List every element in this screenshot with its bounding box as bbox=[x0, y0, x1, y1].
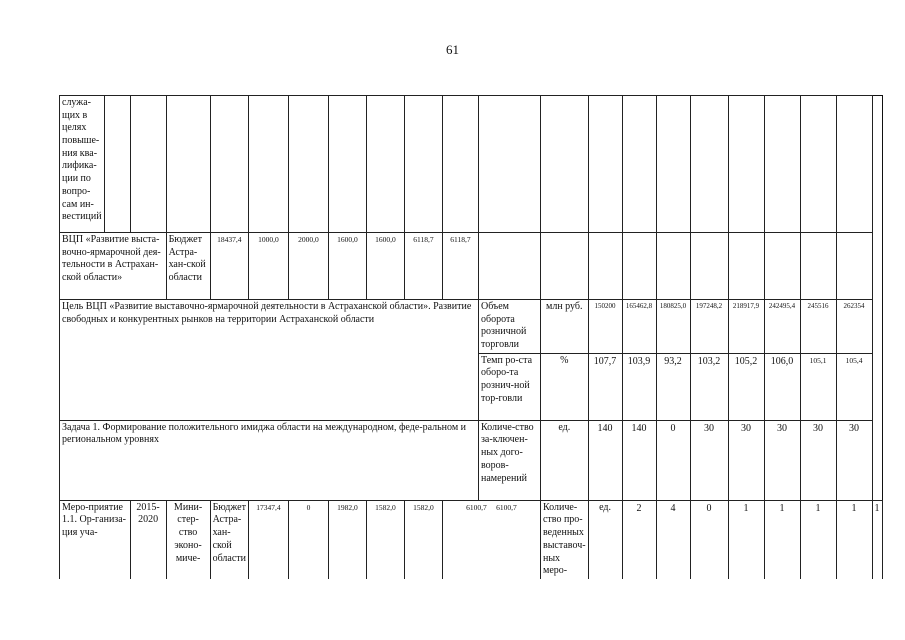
empty-cell bbox=[728, 96, 764, 233]
cell-unit: млн руб. bbox=[540, 300, 588, 354]
empty-cell bbox=[764, 96, 800, 233]
page-number: 61 bbox=[446, 42, 459, 57]
empty-cell bbox=[728, 233, 764, 300]
program-table bbox=[59, 95, 883, 579]
cell-executor: Мини-стер-ство эконо-миче- bbox=[166, 500, 210, 579]
cell-funding-2019: 6100,7 bbox=[466, 502, 487, 512]
cell-funding-2018: 1600,0 bbox=[366, 233, 404, 300]
empty-cell bbox=[478, 233, 540, 300]
cell-task-description: Задача 1. Формирование положительного имиджа области на международном, феде-ральном и региональном уровнях bbox=[60, 420, 479, 500]
cell-indicator-value: 165462,8 bbox=[622, 300, 656, 354]
empty-cell bbox=[288, 96, 328, 233]
cell-indicator: Количе-ство за-ключен-ных дого-воров-намерений bbox=[478, 420, 540, 500]
cell-funding-2016: 1982,0 bbox=[328, 500, 366, 579]
cell-indicator: Количе-ство про-веденных выставоч-ных меро- bbox=[540, 500, 588, 579]
cell-funding-2018: 1582,0 bbox=[404, 500, 442, 579]
empty-cell bbox=[622, 96, 656, 233]
cell-indicator-value: 1 bbox=[800, 500, 836, 579]
cell-activity-fragment: служа-щих в целях повыше-ния ква-лифика-ции по вопро-сам ин-вестиций bbox=[60, 96, 105, 233]
cell-indicator-value: 106,0 bbox=[764, 353, 800, 420]
cell-indicator-value: 30 bbox=[764, 420, 800, 500]
cell-funding-2019: 6118,7 bbox=[404, 233, 442, 300]
cell-program-goal: Цель ВЦП «Развитие выставочно-ярмарочной деятельности в Астраханской области». Развитие свободных и конкурентных рынков на территории Астраханской области bbox=[60, 300, 479, 421]
document-sheet bbox=[59, 95, 883, 579]
cell-funding-2020: 6100,7 bbox=[496, 502, 517, 512]
cell-indicator-value: 30 bbox=[728, 420, 764, 500]
cell-indicator-value: 0 bbox=[690, 500, 728, 579]
table-row-goal-retail-turnover bbox=[60, 300, 883, 354]
cell-funding-2019-2020 bbox=[442, 500, 540, 579]
empty-cell bbox=[130, 96, 166, 233]
empty-cell bbox=[442, 96, 478, 233]
cell-funding-source: Бюджет Астра-хан-ской области bbox=[210, 500, 248, 579]
cell-indicator-value: 105,1 bbox=[800, 353, 836, 420]
cell-indicator-value: 103,2 bbox=[690, 353, 728, 420]
cell-indicator-value: 93,2 bbox=[656, 353, 690, 420]
cell-indicator-value: 105,4 bbox=[836, 353, 872, 420]
cell-indicator-value: 30 bbox=[836, 420, 872, 500]
empty-cell bbox=[656, 233, 690, 300]
cell-indicator-value: 1 bbox=[836, 500, 872, 579]
empty-cell bbox=[104, 96, 130, 233]
cell-indicator-value: 150200 bbox=[588, 300, 622, 354]
cell-indicator-value: 262354 bbox=[836, 300, 872, 354]
cell-indicator-value: 180825,0 bbox=[656, 300, 690, 354]
empty-cell bbox=[800, 233, 836, 300]
cell-unit: ед. bbox=[540, 420, 588, 500]
cell-indicator-value: 105,2 bbox=[728, 353, 764, 420]
cell-indicator-value: 197248,2 bbox=[690, 300, 728, 354]
empty-cell bbox=[404, 96, 442, 233]
cell-indicator-value: 107,7 bbox=[588, 353, 622, 420]
empty-cell bbox=[656, 96, 690, 233]
cell-indicator-value: 1 bbox=[728, 500, 764, 579]
empty-cell bbox=[366, 96, 404, 233]
empty-cell bbox=[328, 96, 366, 233]
cell-indicator-value: 1 bbox=[764, 500, 800, 579]
empty-cell bbox=[540, 96, 588, 233]
cell-indicator-value: 140 bbox=[588, 420, 622, 500]
cell-indicator: Темп ро-ста оборо-та рознич-ной тор-говли bbox=[478, 353, 540, 420]
cell-indicator-value: 0 bbox=[656, 420, 690, 500]
cell-funding-2015: 1000,0 bbox=[248, 233, 288, 300]
empty-cell bbox=[248, 96, 288, 233]
cell-funding-2017: 1582,0 bbox=[366, 500, 404, 579]
cell-indicator-value: 2 bbox=[622, 500, 656, 579]
table-row-event-1-1 bbox=[60, 500, 883, 579]
empty-cell bbox=[210, 96, 248, 233]
table-row-task-1 bbox=[60, 420, 883, 500]
cell-event-name: Меро-приятие 1.1. Ор-ганиза-ция уча- bbox=[60, 500, 131, 579]
empty-cell bbox=[800, 96, 836, 233]
cell-indicator-value: 30 bbox=[800, 420, 836, 500]
empty-cell bbox=[478, 96, 540, 233]
cell-funding-2016: 2000,0 bbox=[288, 233, 328, 300]
cell-indicator-value: 140 bbox=[622, 420, 656, 500]
empty-cell bbox=[540, 233, 588, 300]
cell-funding-2020: 6118,7 bbox=[442, 233, 478, 300]
cell-funding-total: 18437,4 bbox=[210, 233, 248, 300]
empty-cell bbox=[836, 233, 872, 300]
empty-cell bbox=[836, 96, 872, 233]
cell-funding-source: Бюджет Астра-хан-ской области bbox=[166, 233, 210, 300]
cell-unit: % bbox=[540, 353, 588, 420]
cell-funding-2015: 0 bbox=[288, 500, 328, 579]
cell-indicator-value: 4 bbox=[656, 500, 690, 579]
empty-cell bbox=[166, 96, 210, 233]
empty-cell bbox=[690, 96, 728, 233]
cell-indicator-value: 245516 bbox=[800, 300, 836, 354]
empty-cell bbox=[622, 233, 656, 300]
cell-indicator: Объем оборота розничной торговли bbox=[478, 300, 540, 354]
cell-indicator-value: 30 bbox=[690, 420, 728, 500]
cell-program-name: ВЦП «Развитие выста-вочно-ярмарочной дея-тельности в Астрахан-ской области» bbox=[60, 233, 167, 300]
cell-funding-2017: 1600,0 bbox=[328, 233, 366, 300]
cell-period: 2015-2020 bbox=[130, 500, 166, 579]
cell-indicator-value: 218917,9 bbox=[728, 300, 764, 354]
empty-cell bbox=[690, 233, 728, 300]
cell-indicator-value: 103,9 bbox=[622, 353, 656, 420]
table-row-vcp-program bbox=[60, 233, 883, 300]
empty-cell bbox=[588, 233, 622, 300]
cell-indicator-value: 1 bbox=[872, 500, 882, 579]
cell-unit: ед. bbox=[588, 500, 622, 579]
cell-funding-total: 17347,4 bbox=[248, 500, 288, 579]
empty-cell bbox=[764, 233, 800, 300]
table-row-staff-training bbox=[60, 96, 883, 233]
empty-cell bbox=[588, 96, 622, 233]
cell-indicator-value: 242495,4 bbox=[764, 300, 800, 354]
